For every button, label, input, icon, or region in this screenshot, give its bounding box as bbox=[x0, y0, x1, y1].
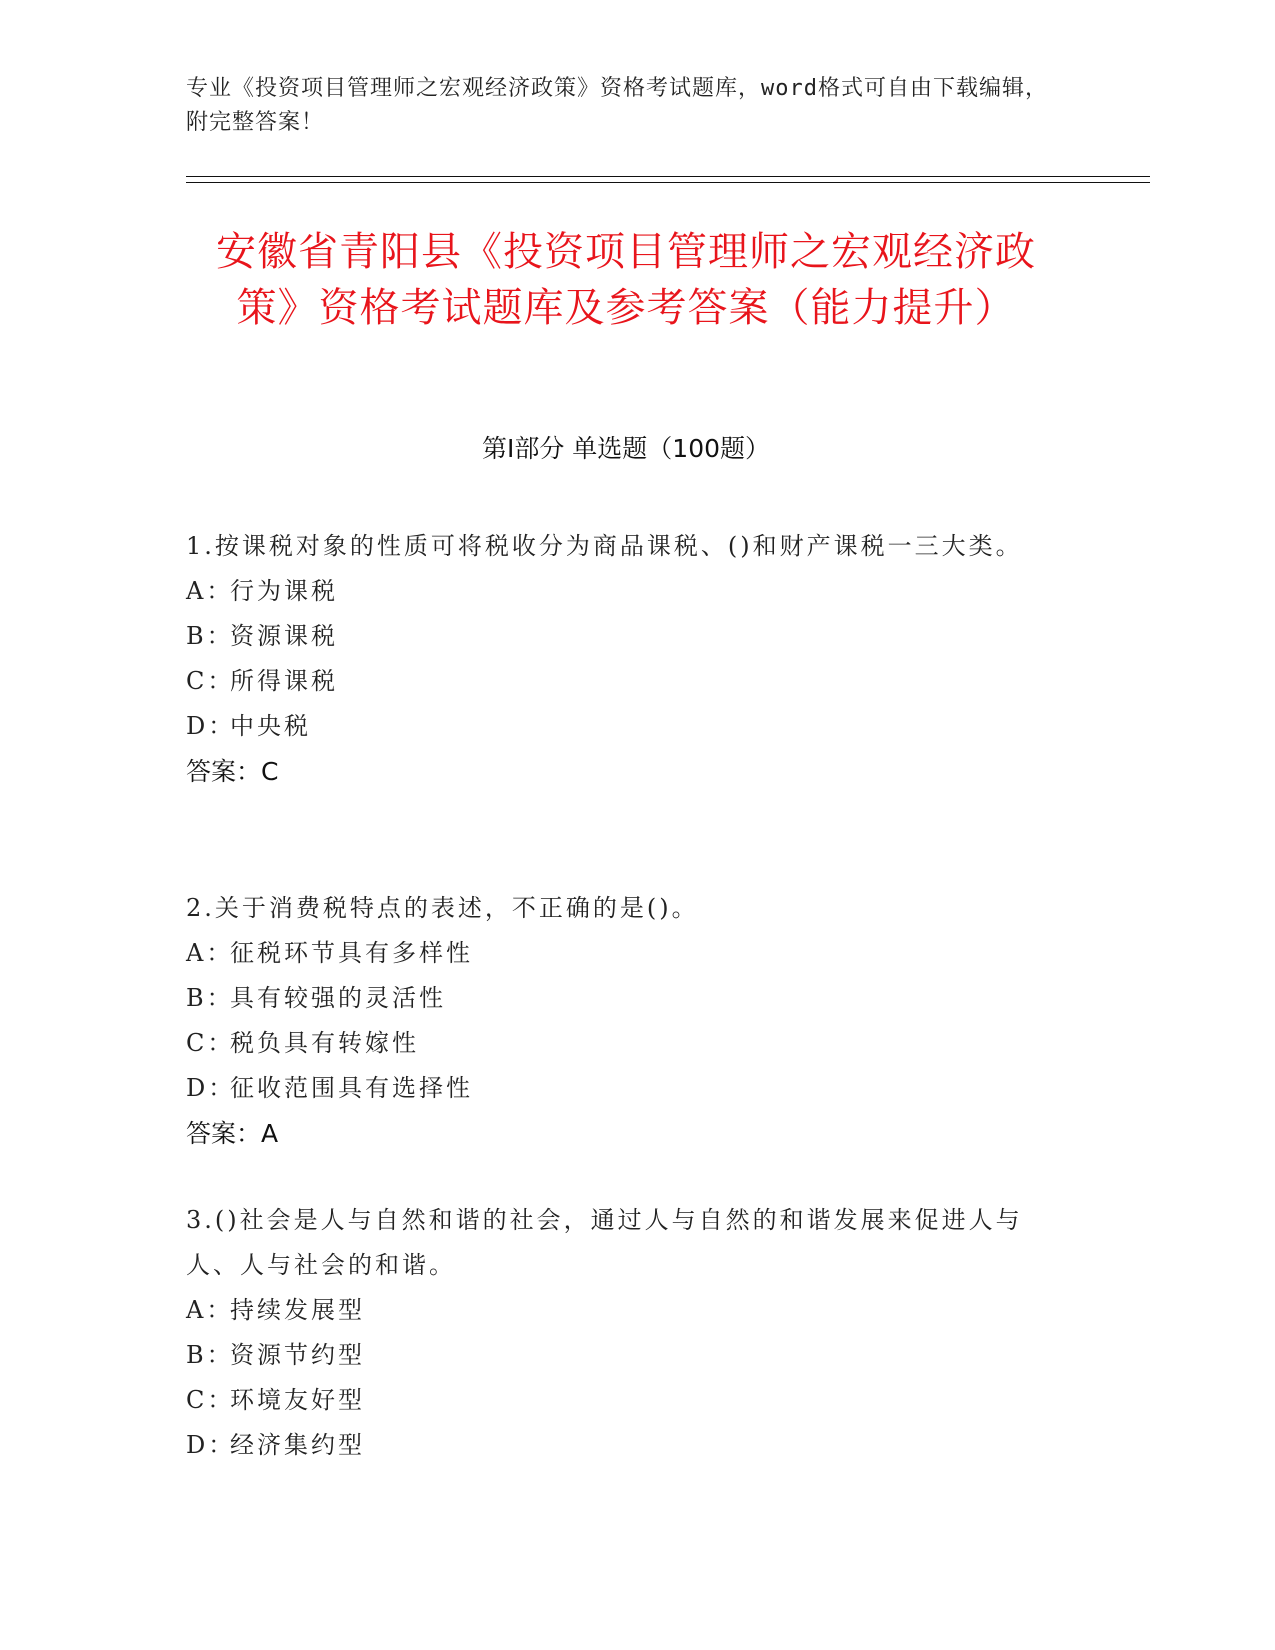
header-note: 专业《投资项目管理师之宏观经济政策》资格考试题库，word格式可自由下载编辑，附完整答案！ bbox=[186, 76, 1048, 135]
option-key: A： bbox=[186, 939, 234, 967]
option-key: B： bbox=[186, 622, 234, 650]
option-text: 具有较强的灵活性 bbox=[230, 984, 446, 1012]
option-d bbox=[186, 704, 1066, 749]
option-text: 环境友好型 bbox=[230, 1386, 365, 1414]
option-a bbox=[186, 569, 1066, 614]
section-heading: 第Ⅰ部分 单选题（100题） bbox=[481, 434, 771, 463]
question-text: 1.按课税对象的性质可将税收分为商品课税、()和财产课税一三大类。 bbox=[186, 532, 1023, 560]
option-d bbox=[186, 1066, 1066, 1111]
option-c bbox=[186, 659, 1066, 704]
option-text: 资源课税 bbox=[230, 622, 338, 650]
option-text: 资源节约型 bbox=[230, 1341, 365, 1369]
question-text: 2.关于消费税特点的表述，不正确的是()。 bbox=[186, 894, 699, 922]
answer-line: 答案：A bbox=[186, 1119, 279, 1148]
option-a bbox=[186, 1288, 1066, 1333]
option-text: 持续发展型 bbox=[230, 1296, 365, 1324]
option-c bbox=[186, 1378, 1066, 1423]
option-text: 行为课税 bbox=[230, 577, 338, 605]
document-title: 安徽省青阳县《投资项目管理师之宏观经济政策》资格考试题库及参考答案（能力提升） bbox=[216, 229, 1036, 331]
option-key: B： bbox=[186, 984, 234, 1012]
option-key: D： bbox=[186, 1431, 236, 1459]
option-text: 中央税 bbox=[230, 712, 311, 740]
option-text: 征税环节具有多样性 bbox=[230, 939, 473, 967]
option-key: D： bbox=[186, 1074, 236, 1102]
question-text: 3.()社会是人与自然和谐的社会，通过人与自然的和谐发展来促进人与人、人与社会的和谐。 bbox=[186, 1206, 1023, 1279]
question-block bbox=[186, 1198, 1066, 1468]
option-b bbox=[186, 1333, 1066, 1378]
option-text: 征收范围具有选择性 bbox=[230, 1074, 473, 1102]
option-a bbox=[186, 931, 1066, 976]
question-block bbox=[186, 886, 1066, 1157]
header-divider-top bbox=[186, 176, 1150, 177]
option-key: C： bbox=[186, 1029, 235, 1057]
option-d bbox=[186, 1423, 1066, 1468]
option-key: A： bbox=[186, 1296, 234, 1324]
question-block bbox=[186, 524, 1066, 795]
option-key: A： bbox=[186, 577, 234, 605]
option-text: 所得课税 bbox=[230, 667, 338, 695]
option-b bbox=[186, 614, 1066, 659]
header-divider-bottom bbox=[186, 182, 1150, 183]
option-b bbox=[186, 976, 1066, 1021]
option-text: 经济集约型 bbox=[230, 1431, 365, 1459]
option-key: D： bbox=[186, 712, 236, 740]
answer-line: 答案：C bbox=[186, 757, 279, 786]
option-key: C： bbox=[186, 667, 235, 695]
option-c bbox=[186, 1021, 1066, 1066]
option-text: 税负具有转嫁性 bbox=[230, 1029, 419, 1057]
option-key: B： bbox=[186, 1341, 234, 1369]
option-key: C： bbox=[186, 1386, 235, 1414]
